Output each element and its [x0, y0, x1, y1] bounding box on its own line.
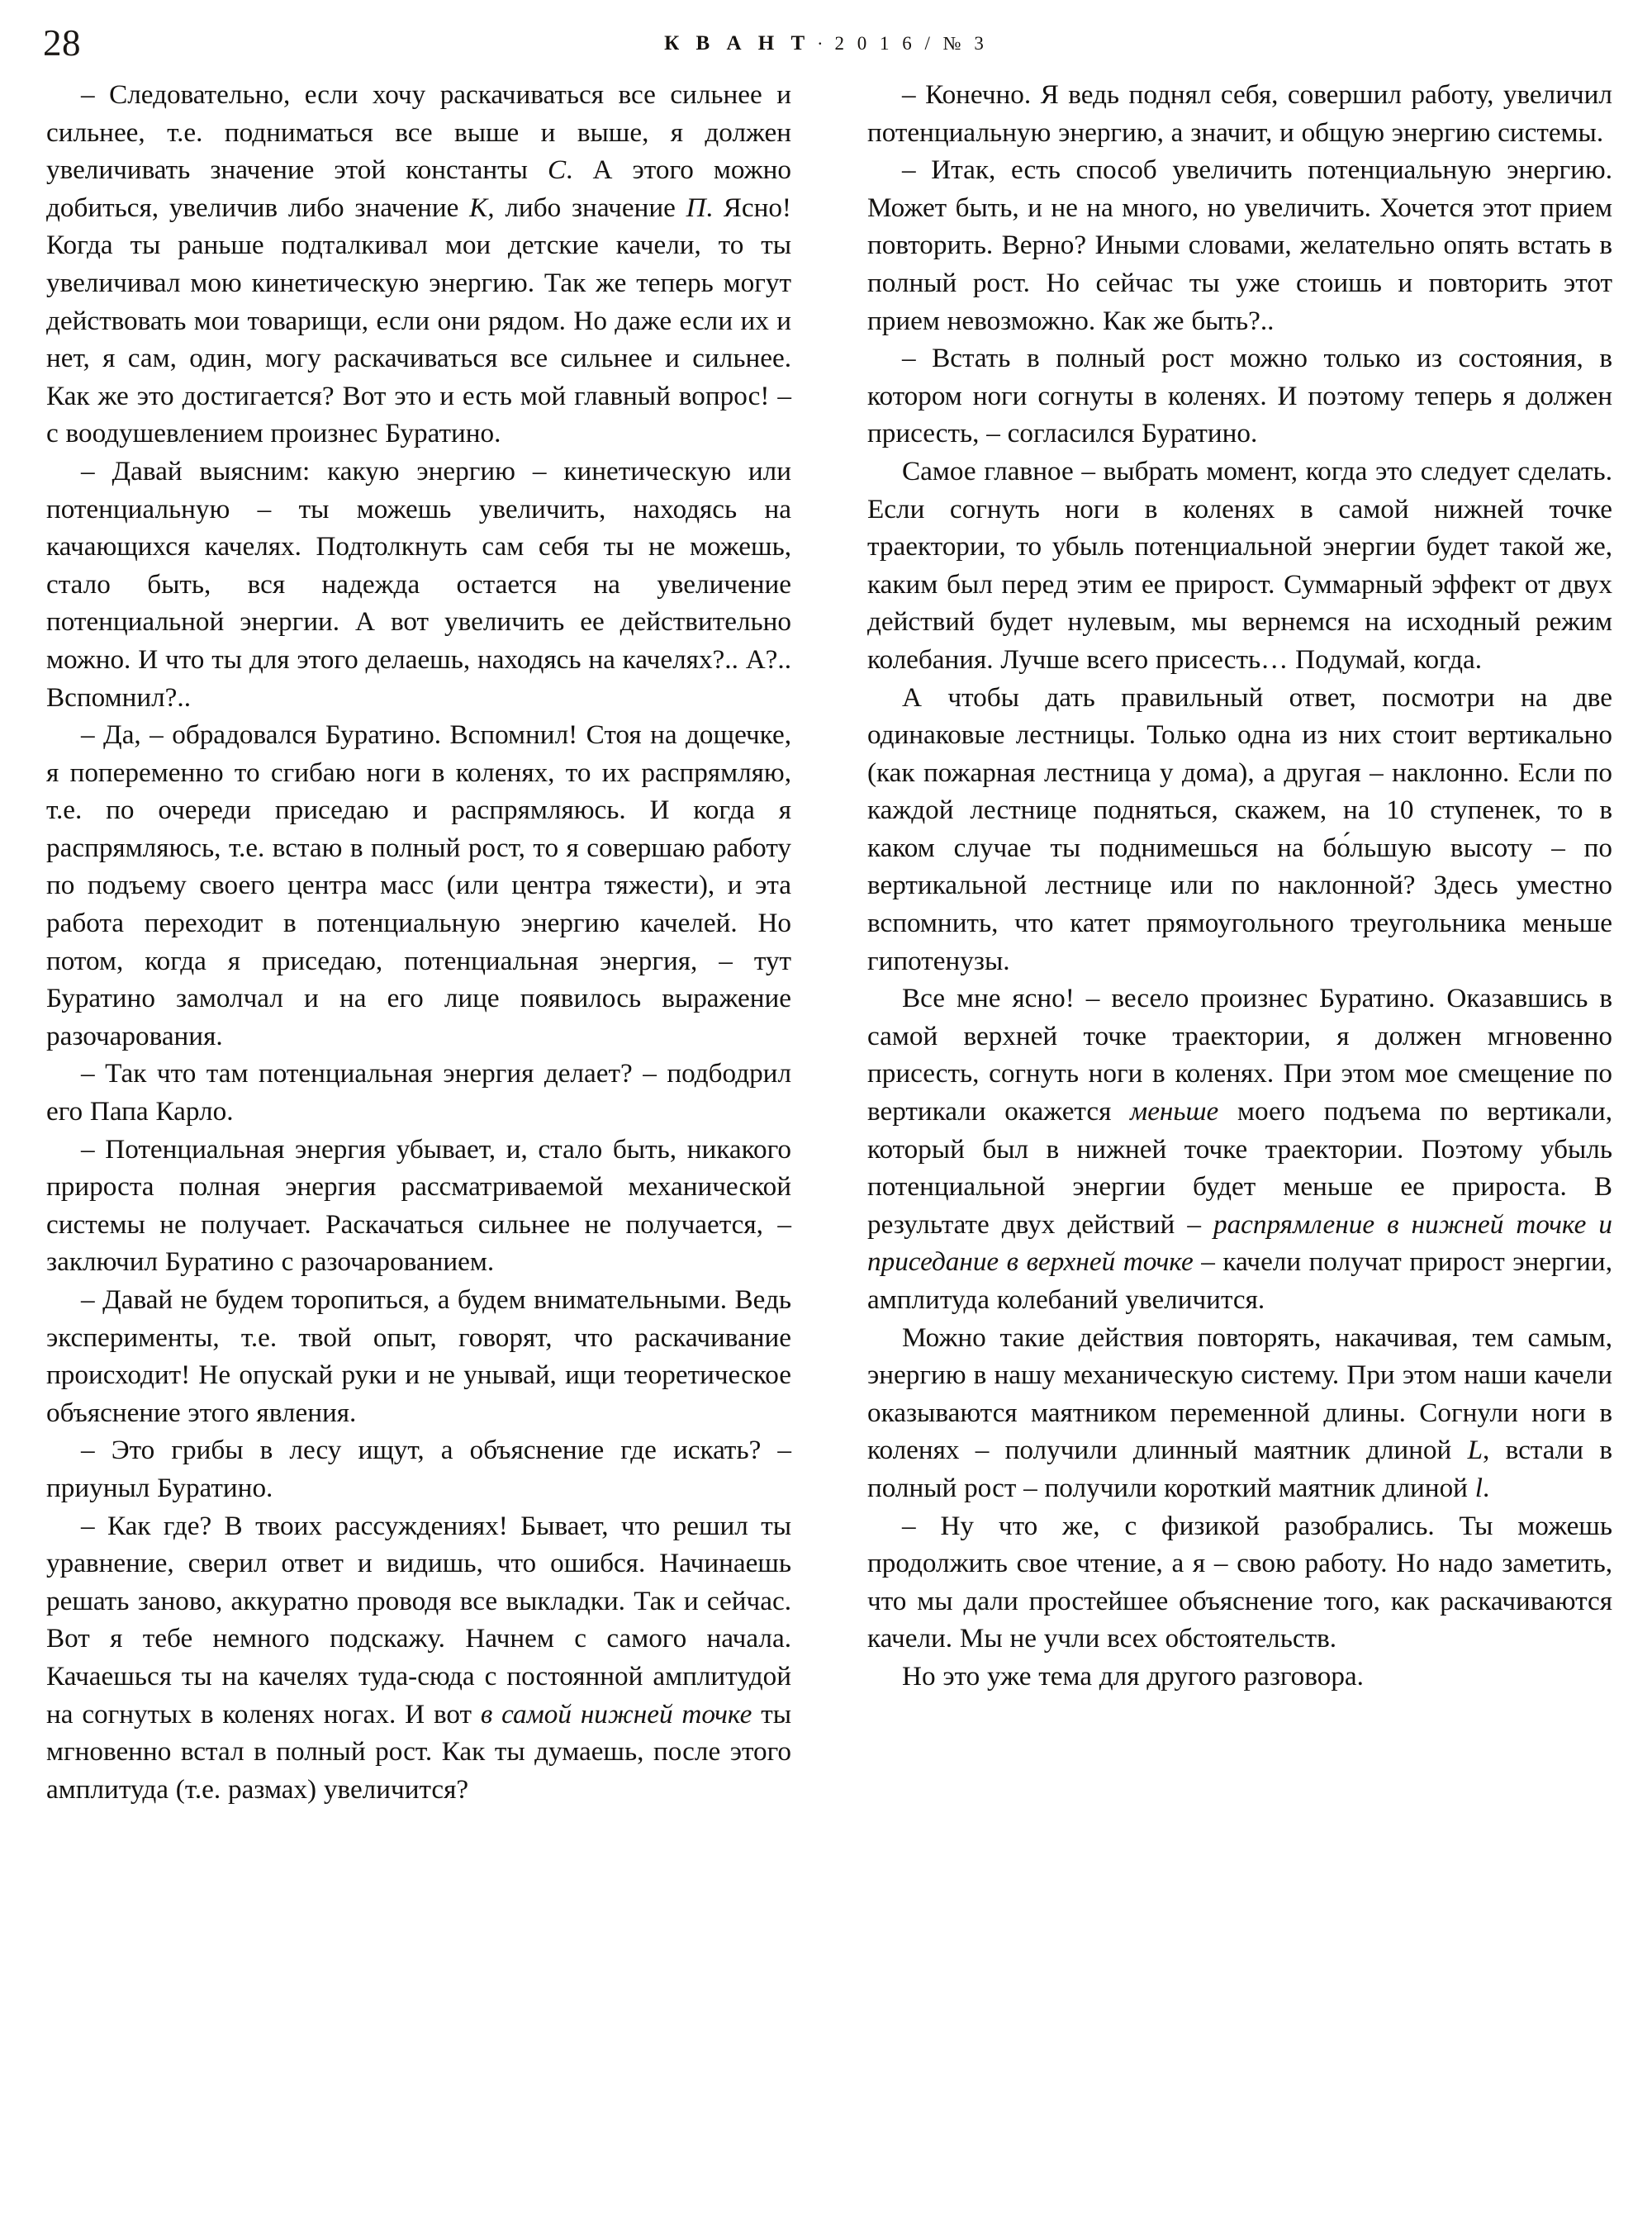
paragraph	[46, 453, 791, 716]
journal-title: К В А Н Т	[664, 32, 811, 55]
running-head-center	[0, 33, 1652, 54]
body-text: – Давай выясним: какую энергию – кинетическую или потенциальную – ты можешь увеличить, находясь на качающихся качелях. Подтолкнуть сам себя ты не можешь, стало быть, вся надежда остается на увеличение потенциальной энергии. А вот увеличить ее действительно можно. И что ты для этого делаешь, находясь на качелях?.. А?.. Вспомнил?..	[46, 455, 791, 713]
body-text: . А этого можно добиться, увеличив либо значение	[46, 154, 791, 223]
paragraph	[46, 1055, 791, 1130]
left-column	[46, 76, 791, 1808]
body-text: – Конечно. Я ведь поднял себя, совершил работу, увеличил потенциальную энергию, а значит, и общую энергию системы.	[867, 79, 1612, 148]
running-head-separator: ·	[817, 33, 828, 54]
paragraph	[46, 716, 791, 1055]
body-columns	[46, 76, 1612, 2149]
emphasis-text: L	[1467, 1435, 1483, 1466]
paragraph	[867, 1507, 1612, 1658]
paragraph	[867, 453, 1612, 679]
body-text: А чтобы дать правильный ответ, посмотри на две одинаковые лестницы. Только одна из них стоит вертикально (как пожарная лестница у дома), а другая – наклонно. Если по каждой лестнице подняться, скажем, на 10 ступенек, то в каком случае ты поднимешься на бо́льшую высоту – по вертикальной лестнице или по наклонной? Здесь уместно вспомнить, что катет прямоугольного треугольника меньше гипотенузы.	[867, 681, 1612, 976]
body-text: – Следовательно, если хочу раскачиваться все сильнее и сильнее, т.е. подниматься все выше и выше, я должен увеличивать значение этой константы	[46, 79, 791, 186]
body-text: – Так что там потенциальная энергия делает? – подбодрил его Папа Карло.	[46, 1058, 791, 1127]
paragraph	[46, 1131, 791, 1281]
body-text: – качели получат прирост энергии, амплитуда колебаний увеличится.	[867, 1246, 1612, 1315]
emphasis-text: K,	[469, 192, 495, 223]
paragraph	[867, 339, 1612, 453]
running-head	[0, 23, 1652, 73]
paragraph	[867, 76, 1612, 151]
body-text: – Встать в полный рост можно только из состояния, в котором ноги согнуты в коленях. И поэтому теперь я должен присесть, – согласился Буратино.	[867, 343, 1612, 449]
body-text: либо значение	[494, 192, 686, 223]
emphasis-text: распрямление в нижней точке и приседание в верхней точке	[867, 1208, 1612, 1278]
body-text: Самое главное – выбрать момент, когда это следует сделать. Если согнуть ноги в коленях в самой нижней точке траектории, то убыль потенциальной энергии будет такой же, каким был перед этим ее прирост. Суммарный эффект от двух действий будет нулевым, мы вернемся на исходный режим колебания. Лучше всего присесть… Подумай, когда.	[867, 455, 1612, 675]
right-column	[867, 76, 1612, 1696]
body-text: Можно такие действия повторять, накачивая, тем самым, энергию в нашу механическую систему. При этом наши качели оказываются маятником переменной длины. Согнули ноги в коленях – получили длинный маятник длиной	[867, 1322, 1612, 1466]
body-text: – Давай не будем торопиться, а будем внимательными. Ведь эксперименты, т.е. твой опыт, говорят, что раскачивание происходит! Не опускай руки и не унывай, ищи теоретическое объяснение этого явления.	[46, 1284, 791, 1428]
emphasis-text: меньше	[1130, 1096, 1219, 1127]
body-text: , встали в полный рост – получили короткий маятник длиной	[867, 1435, 1612, 1503]
paragraph	[867, 679, 1612, 980]
body-text: .	[1482, 1472, 1490, 1503]
paragraph	[46, 1281, 791, 1431]
body-text: моего подъема по вертикали, который был в нижней точке траектории. Поэтому убыль потенциальной энергии будет меньше ее прироста. В результате двух действий –	[867, 1096, 1612, 1240]
body-text: . Ясно! Когда ты раньше подталкивал мои детские качели, то ты увеличивал мою кинетическую энергию. Так же теперь могут действовать мои товарищи, если они рядом. Но даже если их и нет, я сам, один, могу раскачиваться все сильнее и сильнее. Как же это достигается? Вот это и есть мой главный вопрос! – с воодушевлением произнес Буратино.	[46, 192, 791, 449]
paragraph	[867, 151, 1612, 339]
body-text: ты мгновенно встал в полный рост. Как ты думаешь, после этого амплитуда (т.е. размах) увеличится?	[46, 1698, 792, 1805]
emphasis-text: l	[1474, 1472, 1483, 1503]
paragraph	[46, 1431, 791, 1507]
issue-number: 2 0 1 6 / № 3	[834, 33, 988, 54]
paragraph	[46, 1507, 791, 1809]
paragraph	[46, 76, 791, 453]
emphasis-text: П	[686, 192, 706, 223]
body-text: – Да, – обрадовался Буратино. Вспомнил! Стоя на дощечке, я попеременно то сгибаю ноги в коленях, то их распрямляю, т.е. по очереди приседаю и распрямляюсь. И когда я распрямляюсь, т.е. встаю в полный рост, то я совершаю работу по подъему своего центра масс (или центра тяжести), и эта работа переходит в потенциальную энергию качелей. Но потом, когда я приседаю, потенциальная энергия, – тут Буратино замолчал и на его лице появилось выражение разочарования.	[46, 719, 791, 1051]
body-text: – Это грибы в лесу ищут, а объяснение где искать? – приуныл Буратино.	[46, 1435, 791, 1503]
body-text: Но это уже тема для другого разговора.	[902, 1660, 1364, 1692]
body-text: – Итак, есть способ увеличить потенциальную энергию. Может быть, и не на много, но увеличить. Хочется этот прием повторить. Верно? Иными словами, желательно опять встать в полный рост. Но сейчас ты уже стоишь и повторить этот прием невозможно. Как же быть?..	[867, 154, 1612, 336]
paragraph	[867, 980, 1612, 1318]
body-text: Все мне ясно! – весело произнес Буратино. Оказавшись в самой верхней точке траектории, я должен мгновенно присесть, согнуть ноги в коленях. При этом мое смещение по вертикали окажется	[867, 983, 1612, 1127]
page-number: 28	[43, 22, 81, 64]
body-text: – Ну что же, с физикой разобрались. Ты можешь продолжить свое чтение, а я – свою работу. Но надо заметить, что мы дали простейшее объяснение того, как раскачиваются качели. Мы не учли всех обстоятельств.	[867, 1510, 1612, 1654]
emphasis-text: C	[547, 154, 567, 186]
paragraph	[867, 1658, 1612, 1696]
paragraph	[867, 1319, 1612, 1507]
body-text: – Как где? В твоих рассуждениях! Бывает, что решил ты уравнение, сверил ответ и видишь, что ошибся. Начинаешь решать заново, аккуратно проводя все выкладки. Так и сейчас. Вот я тебе немного подскажу. Начнем с самого начала. Качаешься ты на качелях туда-сюда с постоянной амплитудой на согнутых в коленях ногах. И вот	[46, 1510, 791, 1730]
emphasis-text: в самой нижней точке	[480, 1698, 752, 1730]
body-text: – Потенциальная энергия убывает, и, стало быть, никакого прироста полная энергия рассматриваемой механической системы не получает. Раскачаться сильнее не получается, – заключил Буратино с разочарованием.	[46, 1133, 791, 1278]
